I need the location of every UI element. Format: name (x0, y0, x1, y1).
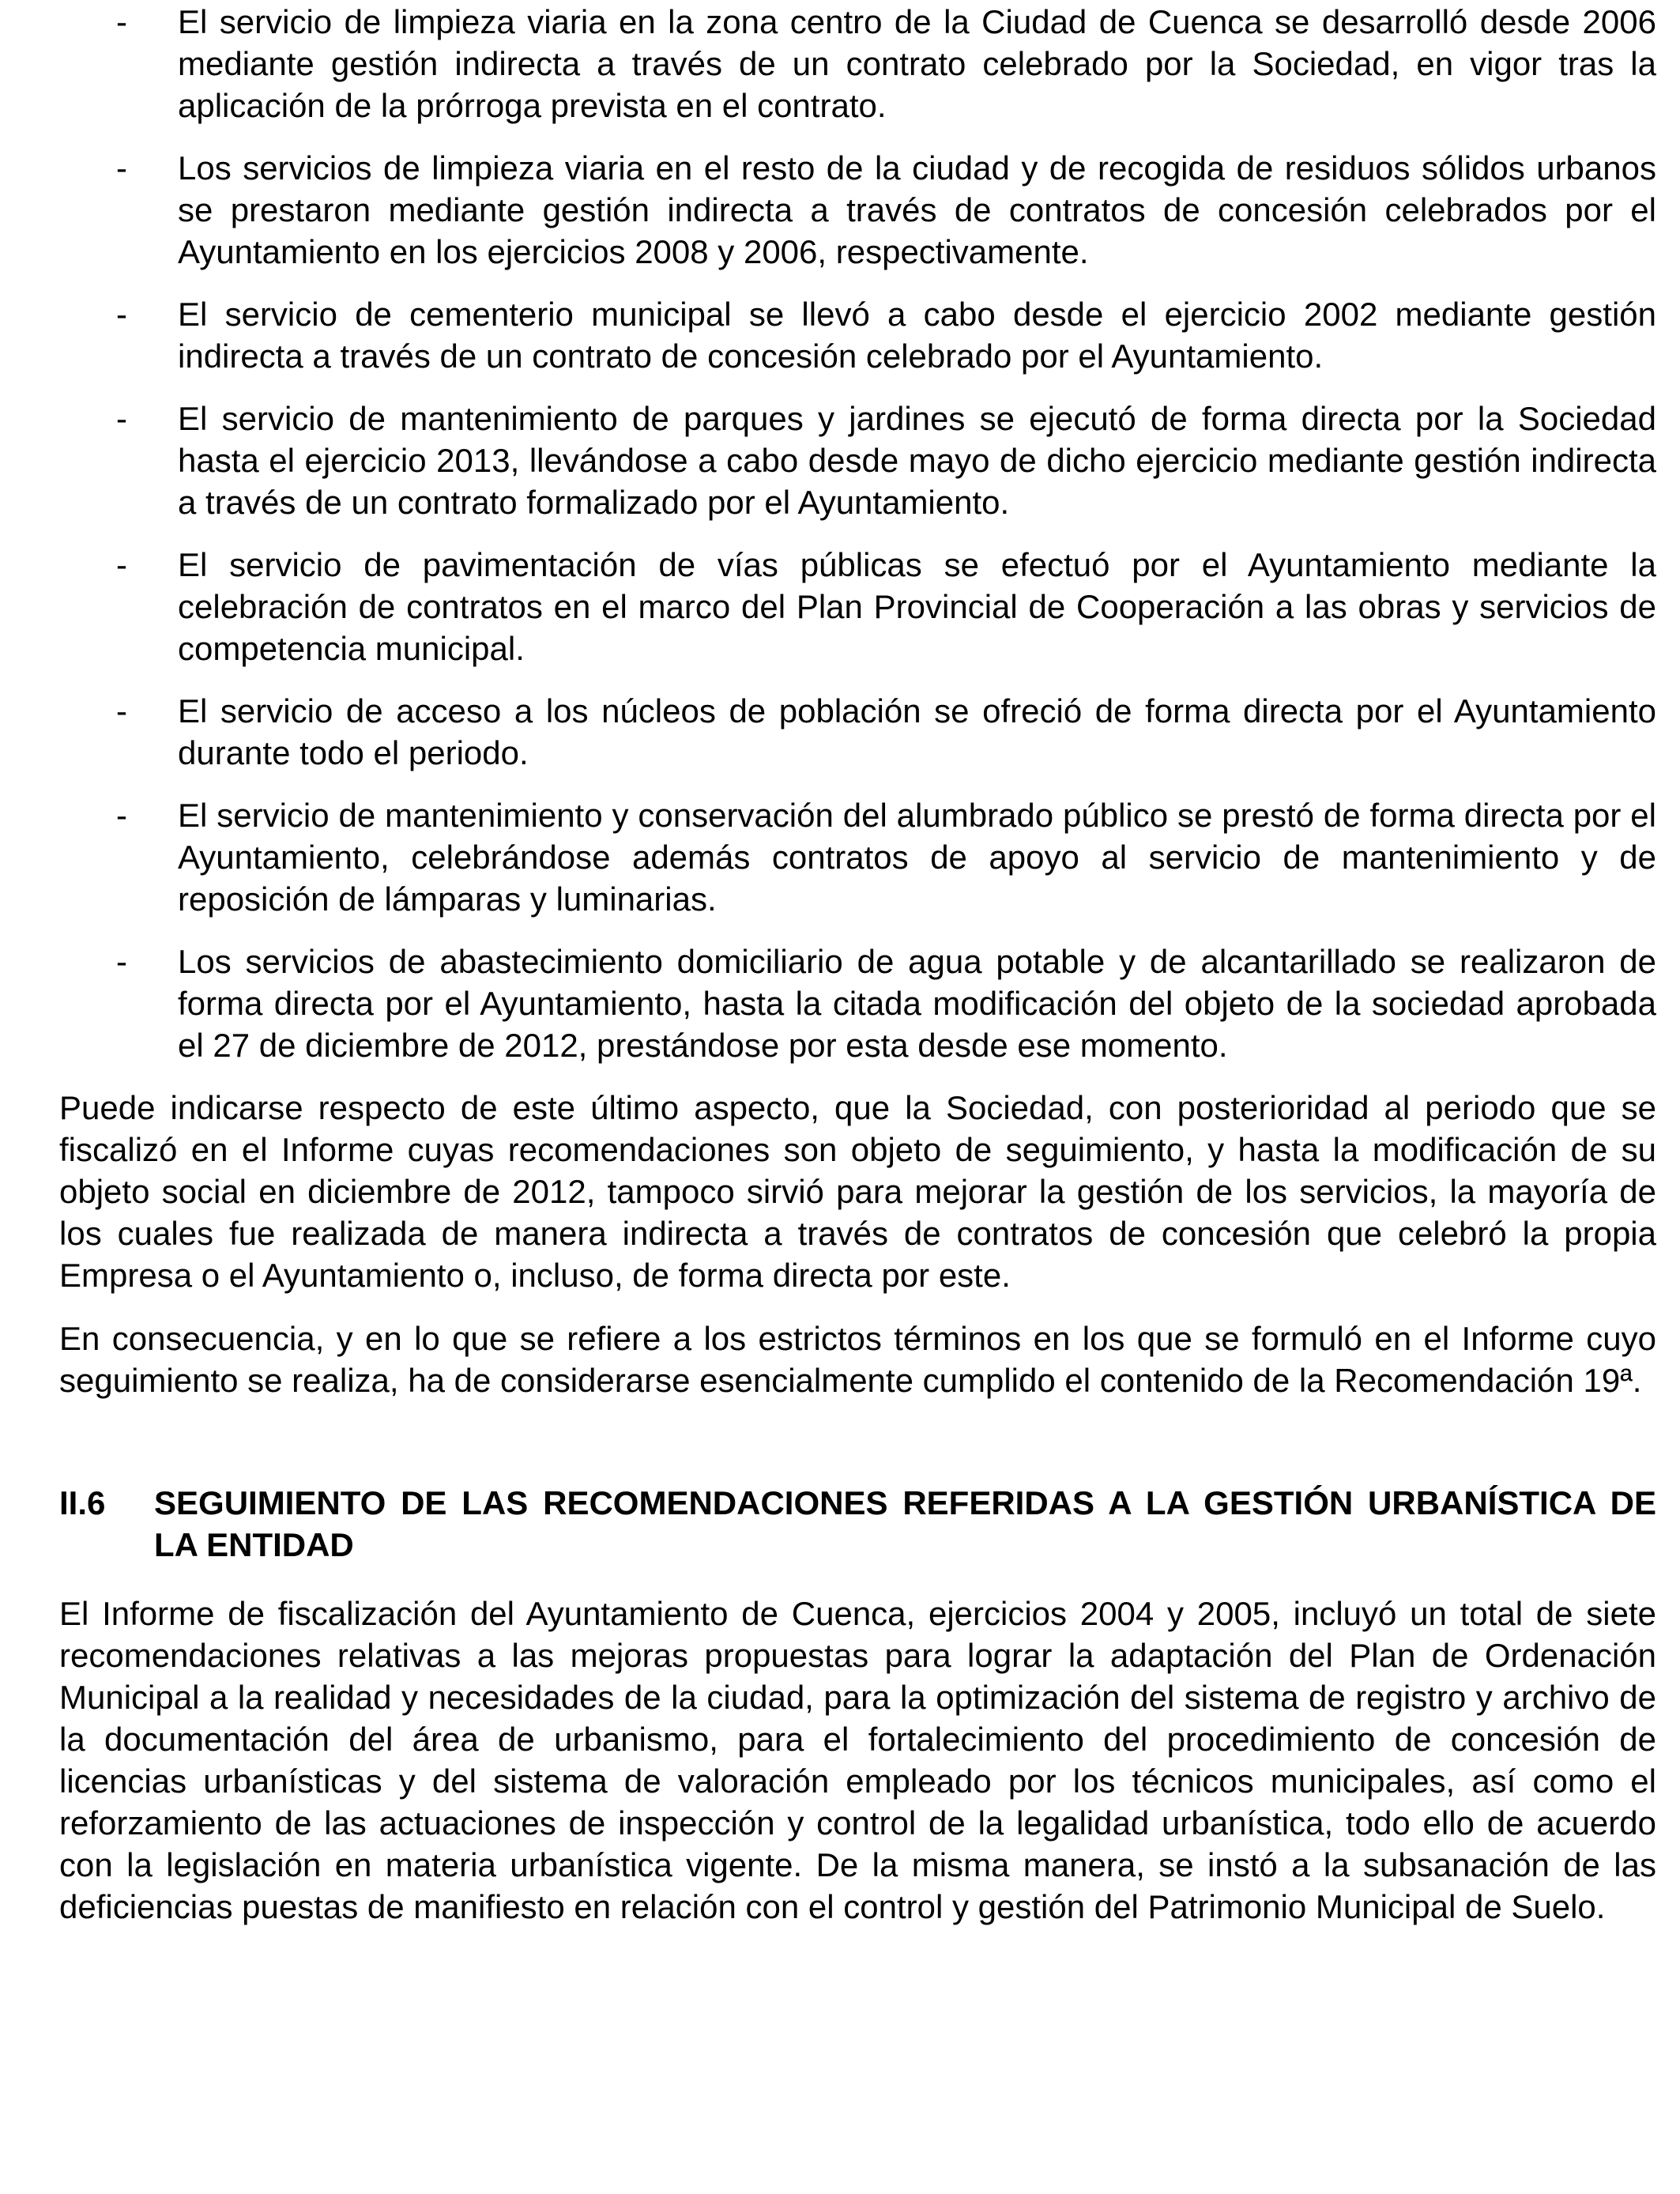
section-title: SEGUIMIENTO DE LAS RECOMENDACIONES REFERIDAS A LA GESTIÓN URBANÍSTICA DE LA ENTIDAD (154, 1484, 1656, 1563)
list-item (59, 1, 1656, 126)
list-item (59, 147, 1656, 273)
list-item-text: El servicio de limpieza viaria en la zona centro de la Ciudad de Cuenca se desarrolló desde 2006 mediante gestión indirecta a través de un contrato celebrado por la Sociedad, en vigor tras la aplicación de la prórroga prevista en el contrato. (178, 3, 1656, 124)
bullet-dash: - (116, 692, 127, 729)
list-item (59, 398, 1656, 523)
section-number: II.6 (59, 1484, 106, 1521)
list-item (59, 690, 1656, 774)
section-intro-paragraph: El Informe de fiscalización del Ayuntamiento de Cuenca, ejercicios 2004 y 2005, incluyó un total de siete recomendaciones relativas a las mejoras propuestas para lograr la adaptación del Plan de Ordenación Municipal a la realidad y necesidades de la ciudad, para la optimización del sistema de registro y archivo de la documentación del área de urbanismo, para el fortalecimiento del procedimiento de concesión de licencias urbanísticas y del sistema de valoración empleado por los técnicos municipales, así como el reforzamiento de las actuaciones de inspección y control de la legalidad urbanística, todo ello de acuerdo con la legislación en materia urbanística vigente. De la misma manera, se instó a la subsanación de las deficiencias puestas de manifiesto en relación con el control y gestión del Patrimonio Municipal de Suelo. (59, 1595, 1656, 1925)
bullet-dash: - (116, 797, 127, 834)
bullet-dash: - (116, 149, 127, 187)
bullet-dash: - (116, 3, 127, 40)
list-item-text: El servicio de pavimentación de vías públicas se efectuó por el Ayuntamiento mediante la celebración de contratos en el marco del Plan Provincial de Cooperación a las obras y servicios de competencia municipal. (178, 546, 1656, 667)
bullet-dash: - (116, 943, 127, 980)
body-paragraph: Puede indicarse respecto de este último aspecto, que la Sociedad, con posterioridad al periodo que se fiscalizó en el Informe cuyas recomendaciones son objeto de seguimiento, y hasta la modificación de su objeto social en diciembre de 2012, tampoco sirvió para mejorar la gestión de los servicios, la mayoría de los cuales fue realizada de manera indirecta a través de contratos de concesión que celebró la propia Empresa o el Ayuntamiento o, incluso, de forma directa por este. (59, 1089, 1656, 1294)
bullet-dash: - (116, 546, 127, 583)
list-item-text: El servicio de mantenimiento y conservación del alumbrado público se prestó de forma directa por el Ayuntamiento, celebrándose además contratos de apoyo al servicio de mantenimiento y de reposición de lámparas y luminarias. (178, 797, 1656, 918)
list-item-text: Los servicios de limpieza viaria en el resto de la ciudad y de recogida de residuos sólidos urbanos se prestaron mediante gestión indirecta a través de contratos de concesión celebrados por el Ayuntamiento en los ejercicios 2008 y 2006, respectivamente. (178, 149, 1656, 270)
section-heading (59, 1482, 1656, 1566)
list-item-text: Los servicios de abastecimiento domiciliario de agua potable y de alcantarillado se realizaron de forma directa por el Ayuntamiento, hasta la citada modificación del objeto de la sociedad aprobada el 27 de diciembre de 2012, prestándose por esta desde ese momento. (178, 943, 1656, 1064)
services-list (59, 1, 1656, 1066)
document-page (59, 0, 1656, 1949)
list-item (59, 941, 1656, 1066)
bullet-dash: - (116, 400, 127, 437)
list-item-text: El servicio de cementerio municipal se llevó a cabo desde el ejercicio 2002 mediante gestión indirecta a través de un contrato de concesión celebrado por el Ayuntamiento. (178, 296, 1656, 375)
list-item (59, 794, 1656, 920)
list-item (59, 544, 1656, 669)
list-item-text: El servicio de mantenimiento de parques y jardines se ejecutó de forma directa por la Sociedad hasta el ejercicio 2013, llevándose a cabo desde mayo de dicho ejercicio mediante gestión indirecta a través de un contrato formalizado por el Ayuntamiento. (178, 400, 1656, 521)
conclusion-paragraph: En consecuencia, y en lo que se refiere a los estrictos términos en los que se formuló en el Informe cuyo seguimiento se realiza, ha de considerarse esencialmente cumplido el contenido de la Recomendación 19ª. (59, 1320, 1656, 1399)
bullet-dash: - (116, 296, 127, 333)
list-item (59, 293, 1656, 377)
list-item-text: El servicio de acceso a los núcleos de población se ofreció de forma directa por el Ayuntamiento durante todo el periodo. (178, 692, 1656, 771)
